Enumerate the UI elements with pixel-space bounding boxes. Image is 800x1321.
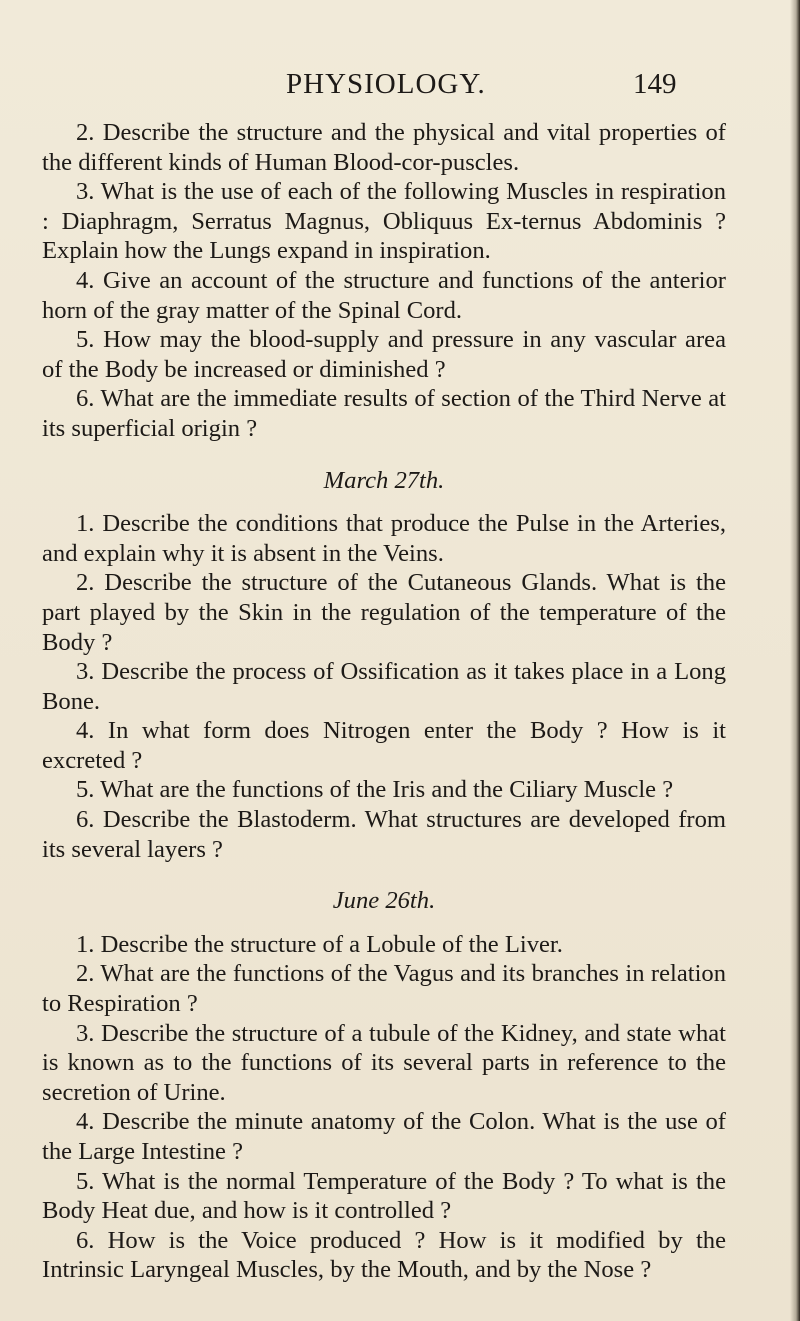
question-item: 6. How is the Voice produced ? How is it modified by the Intrinsic Laryngeal Muscles, by the Mouth, and by the Nose ? — [42, 1226, 726, 1284]
running-title: PHYSIOLOGY. — [286, 68, 486, 100]
question-item: 2. What are the functions of the Vagus and its branches in relation to Respiration ? — [42, 960, 726, 1018]
page-edge-shadow — [790, 0, 800, 1321]
page-number: 149 — [633, 68, 677, 100]
question-item: 4. Give an account of the structure and functions of the anterior horn of the gray matter of the Spinal Cord. — [42, 266, 726, 324]
section-heading-march: March 27th. — [323, 466, 445, 494]
question-item: 3. What is the use of each of the following Muscles in respiration : Diaphragm, Serratus Magnus, Obliquus Ex-ternus Abdominis ? Explain how the Lungs expand in inspiration. — [42, 178, 726, 265]
question-item: 1. Describe the structure of a Lobule of the Liver. — [76, 930, 563, 958]
question-item: 2. Describe the structure of the Cutaneous Glands. What is the part played by the Skin in the regulation of the temperature of the Body ? — [42, 569, 726, 656]
question-item: 5. How may the blood-supply and pressure in any vascular area of the Body be increased or diminished ? — [42, 326, 726, 383]
question-item: 6. What are the immediate results of section of the Third Nerve at its superficial origin ? — [42, 385, 726, 442]
question-item: 5. What is the normal Temperature of the Body ? To what is the Body Heat due, and how is it controlled ? — [42, 1167, 726, 1225]
running-head — [0, 68, 790, 108]
question-item: 4. In what form does Nitrogen enter the Body ? How is it excreted ? — [42, 717, 726, 774]
question-item: 1. Describe the conditions that produce the Pulse in the Arteries, and explain why it is absent in the Veins. — [42, 510, 726, 567]
question-item: 3. Describe the process of Ossification as it takes place in a Long Bone. — [42, 658, 726, 715]
question-item: 5. What are the functions of the Iris and the Ciliary Muscle ? — [76, 776, 674, 804]
question-item: 3. Describe the structure of a tubule of the Kidney, and state what is known as to the functions of its several parts in reference to the secretion of Urine. — [42, 1019, 726, 1106]
section-heading-june: June 26th. — [332, 887, 436, 915]
question-item: 6. Describe the Blastoderm. What structures are developed from its several layers ? — [42, 806, 726, 863]
question-item: 2. Describe the structure and the physical and vital properties of the different kinds of Human Blood-cor-puscles. — [42, 119, 726, 176]
exam-questions — [42, 118, 726, 1285]
question-item: 4. Describe the minute anatomy of the Colon. What is the use of the Large Intestine ? — [42, 1108, 726, 1165]
